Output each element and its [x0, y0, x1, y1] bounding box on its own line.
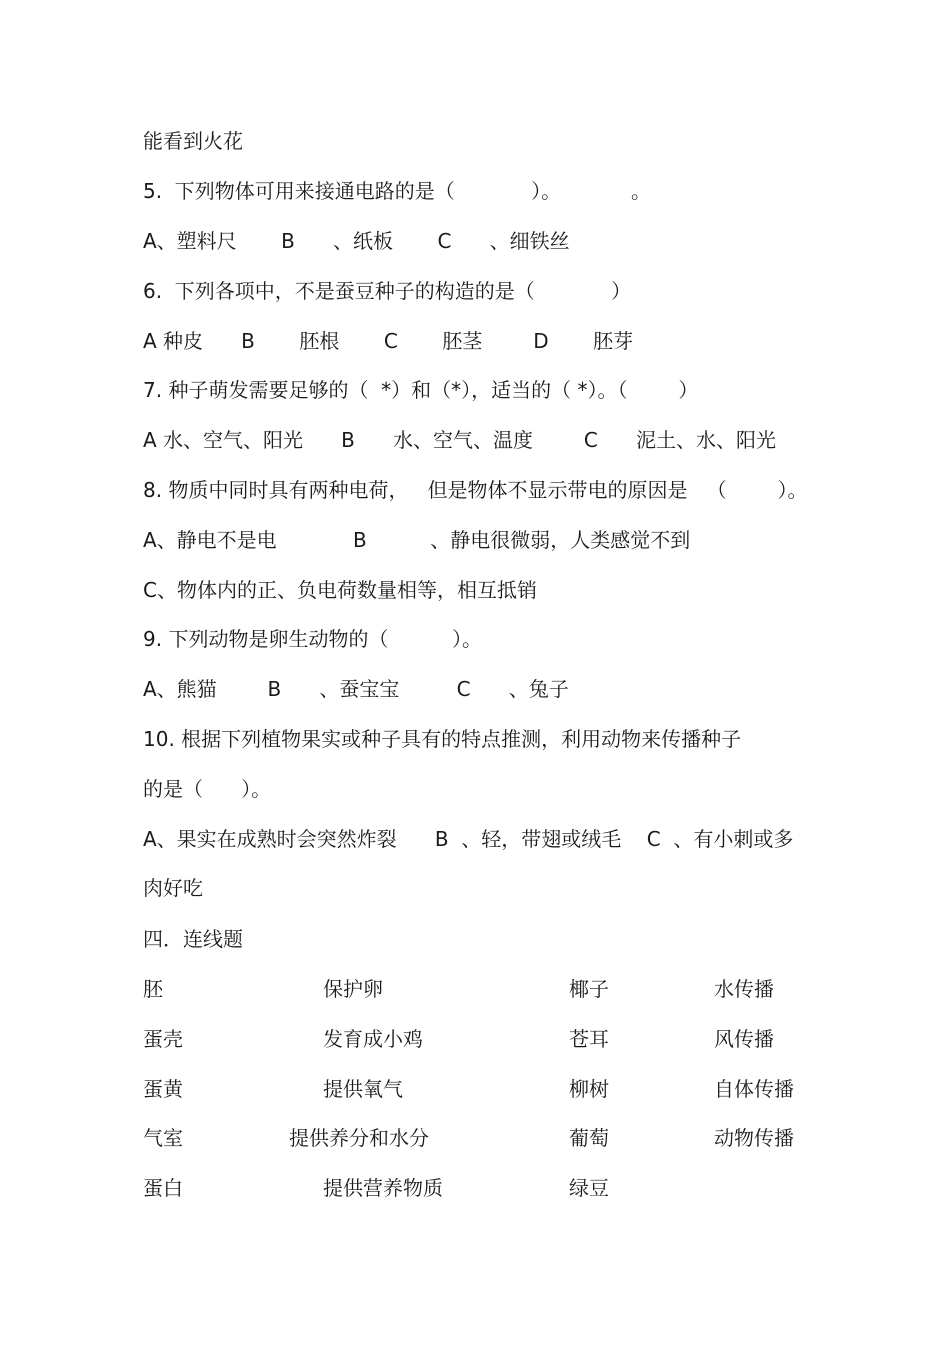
question-5-options: A、塑料尺 B 、纸板 C 、细铁丝 [143, 229, 570, 253]
match-col2-item: 提供氧气 [323, 1077, 403, 1101]
question-10-continued: 的是（ ）。 [143, 777, 272, 801]
question-7-options: A 水、空气、阳光 B 水、空气、温度 C 泥土、水、阳光 [143, 428, 777, 452]
question-6-options: A 种皮 B 胚根 C 胚茎 D 胚芽 [143, 329, 634, 353]
match-col1-item: 气室 [143, 1126, 183, 1150]
question-6: 6. 下列各项中，不是蚕豆种子的构造的是（ ） [143, 279, 632, 303]
question-9-options: A、熊猫 B 、蚕宝宝 C 、兔子 [143, 677, 569, 701]
match-col1-item: 蛋白 [143, 1176, 183, 1200]
question-8-option-c: C、物体内的正、负电荷数量相等，相互抵销 [143, 578, 537, 602]
question-7: 7. 种子萌发需要足够的（ *）和（*），适当的（ *）。（ ） [143, 378, 699, 402]
match-col1-item: 胚 [143, 977, 163, 1001]
match-col3-item: 苍耳 [569, 1027, 609, 1051]
match-col4-item: 动物传播 [714, 1126, 794, 1150]
section-heading-matching: 四．连线题 [143, 927, 243, 951]
question-10-options-continued: 肉好吃 [143, 876, 203, 900]
question-9: 9. 下列动物是卵生动物的（ ）。 [143, 627, 483, 651]
question-8: 8. 物质中同时具有两种电荷， 但是物体不显示带电的原因是 （ ）。 [143, 478, 808, 502]
match-col1-item: 蛋壳 [143, 1027, 183, 1051]
match-col2-item: 保护卵 [323, 977, 383, 1001]
match-col3-item: 柳树 [569, 1077, 609, 1101]
match-col2-item: 发育成小鸡 [323, 1027, 423, 1051]
question-5: 5. 下列物体可用来接通电路的是（ ）。 。 [143, 179, 652, 203]
match-col2-item: 提供养分和水分 [289, 1126, 429, 1150]
question-8-options-ab: A、静电不是电 B 、静电很微弱，人类感觉不到 [143, 528, 691, 552]
question-10: 10. 根据下列植物果实或种子具有的特点推测，利用动物来传播种子 [143, 727, 742, 751]
question-10-options: A、果实在成熟时会突然炸裂 B 、轻，带翅或绒毛 C 、有小刺或多 [143, 827, 794, 851]
match-col4-item: 自体传播 [714, 1077, 794, 1101]
match-col1-item: 蛋黄 [143, 1077, 183, 1101]
text-line: 能看到火花 [143, 129, 243, 153]
match-col3-item: 椰子 [569, 977, 609, 1001]
match-col3-item: 葡萄 [569, 1126, 609, 1150]
match-col4-item: 风传播 [714, 1027, 774, 1051]
match-col4-item: 水传播 [714, 977, 774, 1001]
match-col2-item: 提供营养物质 [323, 1176, 443, 1200]
match-col3-item: 绿豆 [569, 1176, 609, 1200]
